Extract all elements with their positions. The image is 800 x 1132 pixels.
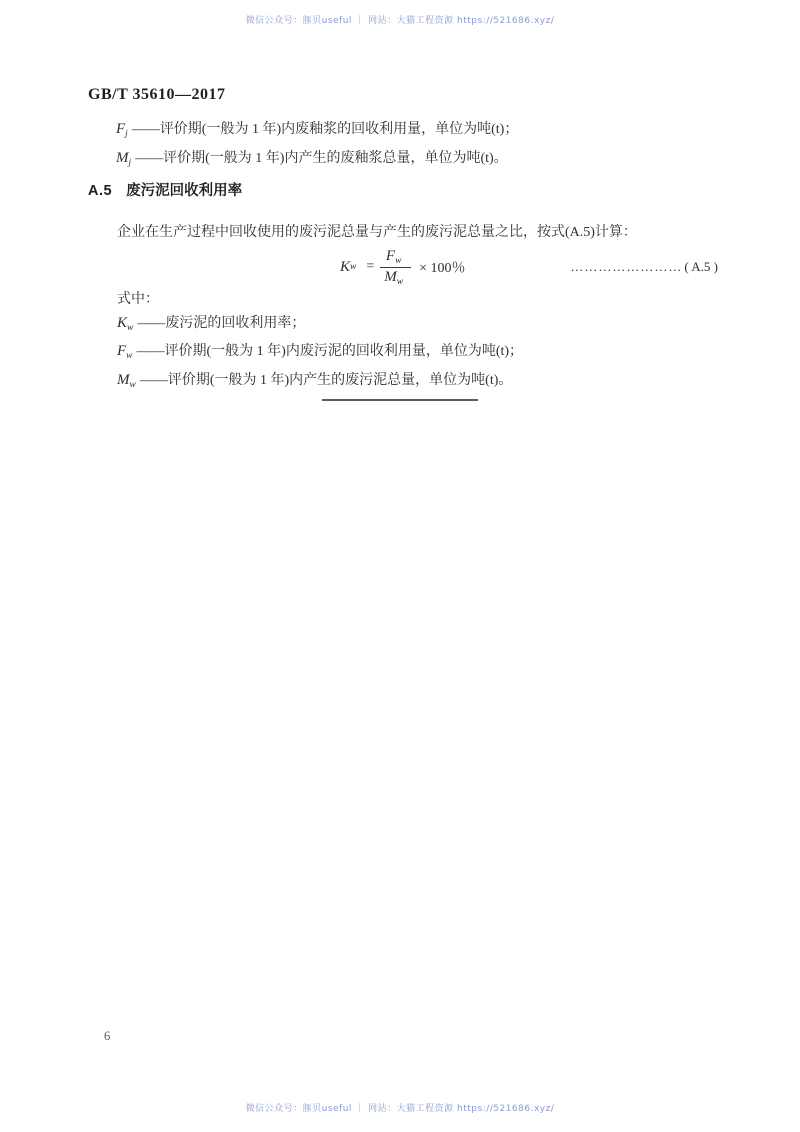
term-subscript: w — [129, 379, 136, 390]
numerator-subscript: w — [395, 255, 402, 266]
formula-rhs: × 100％ — [419, 261, 466, 276]
term-description: ——评价期(一般为 1 年)内废污泥的回收利用量，单位为吨(t)； — [136, 344, 524, 359]
term-symbol: F — [117, 343, 127, 359]
term-description: ——评价期(一般为 1 年)内产生的废釉浆总量，单位为吨(t)。 — [135, 151, 508, 166]
numerator-symbol: F — [385, 247, 396, 264]
section-heading — [88, 179, 242, 200]
formula-label: ( A.5 ) — [684, 259, 718, 274]
end-of-text-divider — [322, 399, 478, 401]
section-intro-paragraph: 企业在生产过程中回收使用的废污泥总量与产生的废污泥总量之比，按式(A.5)计算： — [117, 225, 637, 240]
term-description: ——废污泥的回收利用率； — [137, 315, 306, 331]
term-line-mj — [116, 146, 518, 175]
equals-sign: = — [366, 259, 375, 274]
term-subscript: j — [125, 129, 128, 139]
watermark-top: 微信公众号：豚贝useful ｜ 网站：大猫工程资源 https://521686.xyz/ — [245, 16, 555, 26]
term-subscript: j — [128, 158, 132, 168]
term-subscript: w — [126, 351, 133, 361]
formula-row — [340, 244, 718, 290]
term-line-kw — [117, 312, 523, 341]
fraction-numerator — [380, 248, 411, 268]
formula-lhs-symbol: K — [340, 258, 351, 275]
dotted-leader: …………………… — [570, 259, 683, 274]
term-line-fw — [117, 340, 523, 369]
formula-equation — [340, 248, 466, 287]
term-symbol: M — [116, 150, 129, 166]
page-number: 6 — [104, 1029, 111, 1043]
section-number: A.5 — [88, 183, 113, 199]
fraction-denominator — [380, 268, 411, 287]
where-block — [117, 288, 523, 397]
term-line-mw — [117, 369, 523, 398]
term-description: ——评价期(一般为 1 年)内废釉浆的回收利用量，单位为吨(t)； — [131, 122, 519, 137]
term-subscript: w — [127, 322, 134, 333]
term-symbol: M — [117, 371, 130, 388]
denominator-symbol: M — [384, 268, 397, 285]
term-symbol: F — [116, 121, 126, 137]
term-line-fj — [116, 117, 518, 146]
doc-number: GB/T 35610—2017 — [88, 86, 226, 103]
term-symbol: K — [117, 314, 128, 331]
watermark-bottom: 微信公众号：豚贝useful ｜ 网站：大猫工程资源 https://521686.xyz/ — [245, 1104, 555, 1114]
formula-fraction — [380, 248, 411, 287]
intro-term-list — [116, 117, 518, 175]
section-title: 废污泥回收利用率 — [126, 183, 243, 199]
denominator-subscript: w — [396, 276, 404, 287]
formula-lhs-subscript: w — [350, 262, 357, 272]
where-label: 式中： — [117, 292, 159, 307]
formula-label-group — [570, 259, 718, 275]
term-description: ——评价期(一般为 1 年)内产生的废污泥总量，单位为吨(t)。 — [139, 372, 513, 388]
